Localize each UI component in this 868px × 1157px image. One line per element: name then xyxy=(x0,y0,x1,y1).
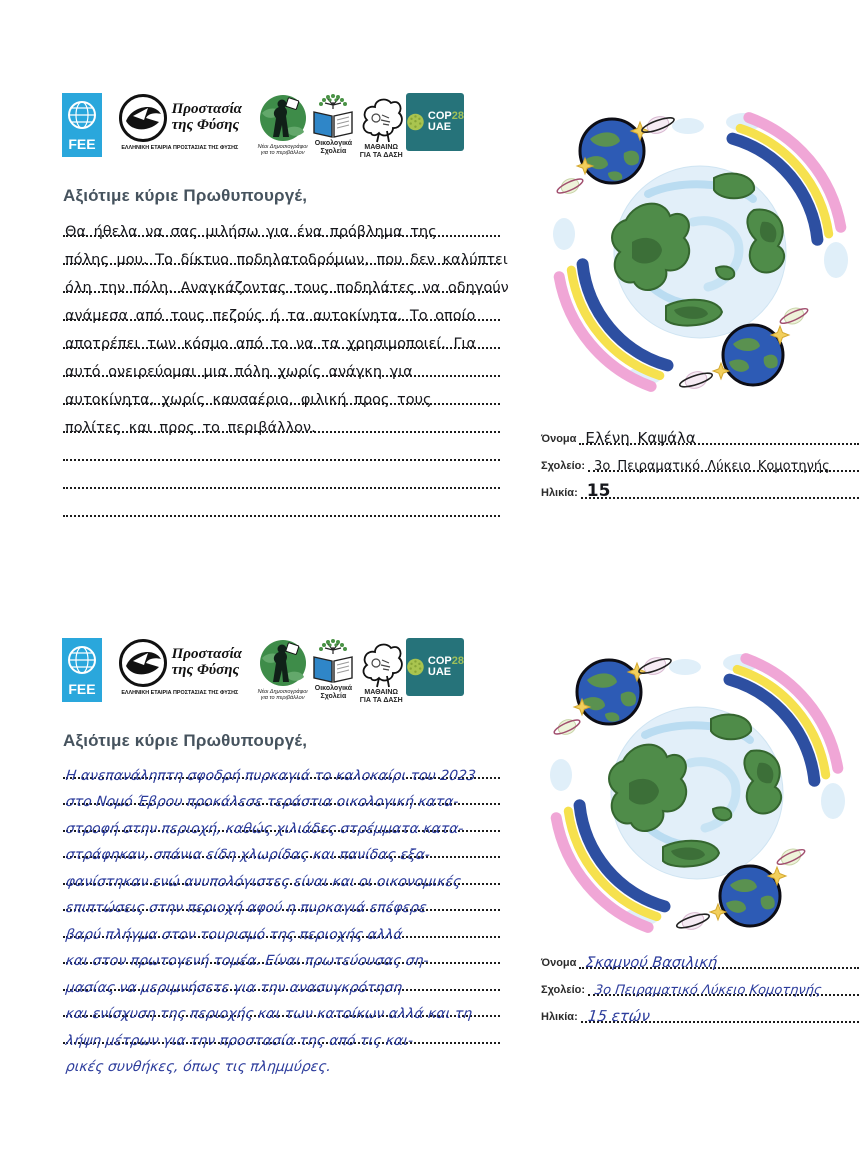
title-line: της Φύσης xyxy=(171,662,240,678)
cop28-text xyxy=(428,111,464,133)
handwritten-line xyxy=(63,1017,500,1049)
book-tree-icon xyxy=(310,638,356,684)
cop-number: 28 xyxy=(451,110,464,122)
handwritten-line xyxy=(63,209,500,240)
age-value: 15 ετών xyxy=(586,1007,651,1025)
handwritten-text: μασίας να μεριμνήσετε για την ανασυγκρότηση xyxy=(65,979,403,996)
name-label: Όνομα xyxy=(541,433,577,445)
eco-schools-logo xyxy=(310,93,356,156)
handwritten-text: αποτρέπει των κόσμο από το να τα χρησιμοποιεί. Για xyxy=(65,336,477,352)
cop-label: COP xyxy=(427,655,452,667)
small-earth xyxy=(577,660,641,724)
name-label: Όνομα xyxy=(541,957,577,969)
handwritten-text: Η ανεπανάληπτη σφοδρή πυρκαγιά το καλοκαίρι του 2023 xyxy=(65,767,477,784)
handwritten-line xyxy=(63,752,500,784)
fee-logo xyxy=(62,638,102,702)
name-value: Ελένη Καψάλα xyxy=(585,429,696,447)
title-line: Προστασία xyxy=(171,646,242,663)
earth-drawing xyxy=(545,633,855,943)
handwritten-text: Θα ήθελα να σας μιλήσω για ένα πρόβλημα της xyxy=(65,224,437,240)
young-reporters-logo xyxy=(258,93,308,157)
nature-protection-logo xyxy=(105,638,255,696)
eco-schools-caption xyxy=(315,140,352,156)
school-label: Σχολείο: xyxy=(541,984,586,996)
handwritten-line xyxy=(63,265,509,296)
age-field xyxy=(541,996,859,1023)
handwritten-text: όλη την πόλη. Αναγκάζοντας τους ποδηλάτες να οδηγούν xyxy=(65,280,509,296)
leaf-forests-caption xyxy=(360,144,403,160)
handwritten-text: βαρύ πλήγμα στον τουρισμό της περιοχής αλλά xyxy=(65,926,404,943)
handwritten-text: στο Νομό Έβρου προκάλεσε τεράστια οικολογική κατα- xyxy=(65,794,460,810)
dotted-line xyxy=(579,940,859,969)
caption-line: ΜΑΘΑΙΝΩ xyxy=(364,144,398,151)
title-line: της Φύσης xyxy=(171,117,240,133)
handwritten-text: πόλης μου. Το δίκτυο ποδηλατοδρόμων, που δεν καλύπτει xyxy=(65,252,508,268)
dotted-line xyxy=(588,967,859,996)
handwritten-text: και στον πρωτογενή τομέα. Είναι πρωτεύουσας ση- xyxy=(65,953,430,969)
age-label: Ηλικία: xyxy=(541,1011,578,1023)
fee-logo xyxy=(62,93,102,157)
caption-line: Σχολεία xyxy=(320,693,347,701)
logo-strip xyxy=(62,93,464,165)
age-field xyxy=(541,472,859,499)
fee-label: FEE xyxy=(68,136,96,152)
caption-line: ΓΙΑ ΤΑ ΔΑΣΗ xyxy=(359,152,403,160)
handwritten-line xyxy=(63,885,500,916)
handwritten-line xyxy=(63,832,500,863)
cop28-logo xyxy=(406,638,464,696)
dotted-line xyxy=(581,470,859,499)
nature-protection-title xyxy=(172,102,242,134)
handwritten-line xyxy=(63,377,500,408)
name-value: Σκαμνού Βασιλική xyxy=(585,955,719,971)
handwritten-text: επιπτώσεις στην περιοχή αφού η πυρκαγιά επέφερε xyxy=(65,900,428,916)
tree-icon xyxy=(359,93,403,143)
caption-line: Νέοι Δημοσιογράφοι xyxy=(257,689,308,695)
young-reporters-caption xyxy=(258,689,308,702)
handwritten-line xyxy=(63,779,500,810)
cop28-text xyxy=(428,656,464,678)
signature-fields xyxy=(541,418,859,499)
handwritten-line xyxy=(63,911,500,943)
handwritten-line xyxy=(63,938,500,969)
age-value: 15 xyxy=(586,481,611,501)
handwritten-line xyxy=(63,964,500,996)
school-value: 3ο Πειραματικό Λύκειο Κομοτηνής xyxy=(594,459,830,474)
handwritten-text: αυτό ονειρεύομαι μια πόλη χωρίς ανάγκη για xyxy=(65,364,413,380)
big-earth xyxy=(609,707,783,879)
bird-icon xyxy=(118,638,168,688)
book-tree-icon xyxy=(310,93,356,139)
small-earth xyxy=(580,119,644,183)
signature-fields xyxy=(541,942,859,1023)
name-field xyxy=(541,942,859,969)
tree-icon xyxy=(359,638,403,688)
logo-strip xyxy=(62,638,464,710)
cop-label: COP xyxy=(427,110,452,122)
title-line: Προστασία xyxy=(171,101,242,118)
caption-line: ΜΑΘΑΙΝΩ xyxy=(364,689,398,696)
handwritten-line xyxy=(63,1044,500,1075)
big-earth xyxy=(612,166,786,338)
caption-line: Οικολογικά xyxy=(314,685,353,692)
eco-schools-logo xyxy=(310,638,356,701)
reporter-icon xyxy=(258,93,308,143)
letter-heading: Αξιότιμε κύριε Πρωθυπουργέ, xyxy=(63,731,308,750)
leaf-forests-logo xyxy=(359,638,403,705)
dotted-line xyxy=(581,994,859,1023)
school-field xyxy=(541,969,859,996)
handwritten-line xyxy=(63,991,500,1022)
empty-dotted-line xyxy=(63,489,500,517)
handwritten-text: λήψη μέτρων για την προστασία της από τις και- xyxy=(65,1032,414,1049)
school-field xyxy=(541,445,859,472)
caption-line: ΓΙΑ ΤΑ ΔΑΣΗ xyxy=(359,697,403,705)
dotted-line xyxy=(579,416,859,445)
wreath-icon xyxy=(406,655,425,679)
handwritten-text: φανίστηκαν ενώ ανυπολόγιστες είναι και οι οικονομικές xyxy=(65,873,462,890)
nature-protection-logo xyxy=(105,93,255,151)
handwritten-line xyxy=(63,293,500,324)
leaf-forests-logo xyxy=(359,93,403,160)
handwritten-text: στράφηκαν, σπάνια είδη χλωρίδας και πανίδας εξα- xyxy=(65,847,431,863)
caption-line: Νέοι Δημοσιογράφοι xyxy=(257,144,308,150)
handwritten-text: ρικές συνθήκες, όπως τις πλημμύρες. xyxy=(65,1059,332,1075)
handwritten-line xyxy=(63,405,500,436)
name-field xyxy=(541,418,859,445)
school-value: 3ο Πειραματικό Λύκειο Κομοτηνής xyxy=(594,983,823,998)
young-reporters-caption xyxy=(258,144,308,157)
cop28-logo xyxy=(406,93,464,151)
handwritten-line xyxy=(63,805,500,837)
caption-line: για το περιβάλλον xyxy=(260,695,305,702)
handwritten-line xyxy=(63,321,500,352)
caption-line: Οικολογικά xyxy=(314,140,353,147)
handwritten-text: ανάμεσα από τους πεζούς ή τα αυτοκίνητα. Το οποίο xyxy=(65,308,476,324)
uae-label: UAE xyxy=(427,666,452,678)
handwritten-line xyxy=(63,349,500,380)
handwritten-line xyxy=(63,237,508,268)
empty-dotted-line xyxy=(63,433,500,461)
reporter-icon xyxy=(258,638,308,688)
school-label: Σχολείο: xyxy=(541,460,586,472)
dotted-line xyxy=(588,443,859,472)
handwritten-line xyxy=(63,858,500,890)
eco-schools-caption xyxy=(315,685,352,701)
nature-protection-caption: ΕΛΛΗΝΙΚΗ ΕΤΑΙΡΙΑ ΠΡΟΣΤΑΣΙΑΣ ΤΗΣ ΦΥΣΗΣ xyxy=(121,690,239,696)
earth-drawing xyxy=(548,92,858,402)
letter-body xyxy=(63,209,509,517)
cop-number: 28 xyxy=(451,655,464,667)
handwritten-text: αυτοκίνητα, χωρίς καυσαέριο, φιλική προς τους xyxy=(65,392,432,408)
handwritten-text: και ενίσχυση της περιοχής και των κατοίκων αλλά και τη xyxy=(65,1006,473,1022)
young-reporters-logo xyxy=(258,638,308,702)
nature-protection-caption: ΕΛΛΗΝΙΚΗ ΕΤΑΙΡΙΑ ΠΡΟΣΤΑΣΙΑΣ ΤΗΣ ΦΥΣΗΣ xyxy=(121,145,239,151)
empty-dotted-line xyxy=(63,461,500,489)
letter-body xyxy=(63,752,500,1075)
nature-protection-title xyxy=(172,647,242,679)
caption-line: για το περιβάλλον xyxy=(260,150,305,157)
handwritten-text: πολίτες και προς το περιβάλλον. xyxy=(65,420,316,436)
fee-label: FEE xyxy=(68,681,96,697)
leaf-forests-caption xyxy=(360,689,403,705)
caption-line: Σχολεία xyxy=(320,148,347,156)
handwritten-text: στροφή στην περιοχή, καθώς χιλιάδες στρέμματα κατα- xyxy=(65,820,465,837)
letter-heading: Αξιότιμε κύριε Πρωθυπουργέ, xyxy=(63,186,308,205)
age-label: Ηλικία: xyxy=(541,487,578,499)
bird-icon xyxy=(118,93,168,143)
wreath-icon xyxy=(406,110,425,134)
uae-label: UAE xyxy=(427,121,452,133)
